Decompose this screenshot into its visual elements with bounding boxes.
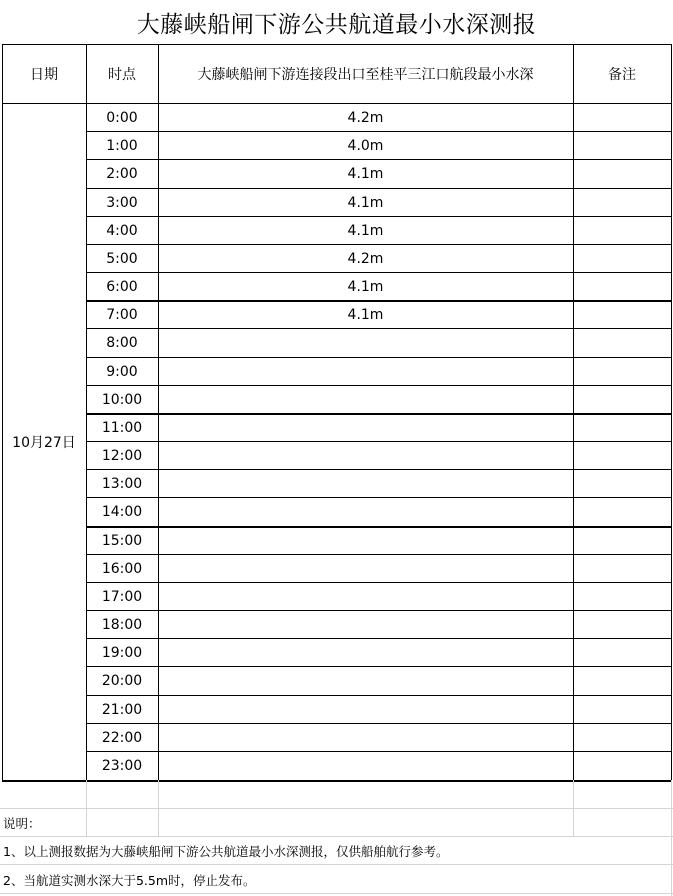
remark-cell: [573, 639, 671, 667]
date-cell: 10月27日: [12, 435, 76, 451]
depth-value-cell: [158, 724, 573, 752]
remark-cell: [573, 611, 671, 639]
grid-line: [0, 864, 673, 865]
depth-value-cell: [158, 358, 573, 386]
grid-line: [86, 413, 671, 415]
remark-cell: [573, 358, 671, 386]
grid-line: [86, 188, 671, 189]
remark-cell: [573, 414, 671, 442]
time-cell: 21:00: [101, 701, 143, 718]
grid-line: [86, 638, 671, 639]
grid-line: [671, 780, 672, 896]
time-cell: 1:00: [106, 138, 138, 155]
time-cell: 3:00: [106, 194, 138, 211]
time-cell: 0:00: [106, 110, 138, 127]
header-time: 时点: [108, 67, 136, 83]
grid-line: [86, 469, 671, 470]
header-remark: 备注: [608, 67, 636, 83]
time-cell: 23:00: [101, 757, 143, 774]
depth-value-cell: [158, 527, 573, 555]
remark-cell: [573, 667, 671, 695]
time-cell: 15:00: [101, 532, 143, 549]
remark-cell: [573, 442, 671, 470]
remark-cell: [573, 217, 671, 245]
time-cell: 9:00: [106, 363, 138, 380]
depth-value-cell: [158, 414, 573, 442]
notes-heading: 说明：: [3, 816, 41, 831]
grid-line: [86, 723, 671, 724]
grid-line: [158, 780, 159, 836]
time-cell: 13:00: [101, 476, 143, 493]
depth-value-cell: 4.1m: [347, 279, 384, 296]
grid-line: [86, 300, 671, 302]
remark-cell: [573, 329, 671, 357]
depth-value-cell: 4.1m: [347, 194, 384, 211]
time-cell: 7:00: [106, 307, 138, 324]
remark-cell: [573, 470, 671, 498]
remark-cell: [573, 189, 671, 217]
grid-line: [86, 44, 87, 781]
grid-line: [2, 44, 3, 781]
grid-line: [86, 554, 671, 555]
grid-line: [86, 751, 671, 752]
header-depth: 大藤峡船闸下游连接段出口至桂平三江口航段最小水深: [197, 67, 534, 83]
remark-cell: [573, 160, 671, 188]
time-cell: 22:00: [101, 729, 143, 746]
grid-line: [86, 780, 87, 836]
depth-value-cell: [158, 386, 573, 414]
time-cell: 10:00: [101, 391, 143, 408]
depth-value-cell: [158, 639, 573, 667]
time-cell: 4:00: [106, 222, 138, 239]
time-cell: 8:00: [106, 335, 138, 352]
grid-line: [86, 328, 671, 329]
time-cell: 18:00: [101, 617, 143, 634]
remark-cell: [573, 696, 671, 724]
grid-line: [0, 836, 673, 837]
time-cell: 20:00: [101, 673, 143, 690]
depth-value-cell: [158, 667, 573, 695]
grid-line: [573, 780, 574, 836]
grid-line: [671, 44, 672, 781]
remark-cell: [573, 555, 671, 583]
grid-line: [86, 131, 671, 132]
page-title: 大藤峡船闸下游公共航道最小水深测报: [136, 11, 537, 38]
depth-value-cell: [158, 442, 573, 470]
depth-value-cell: 4.0m: [347, 138, 384, 155]
grid-line: [86, 216, 671, 217]
depth-value-cell: [158, 696, 573, 724]
time-cell: 14:00: [101, 504, 143, 521]
remark-cell: [573, 386, 671, 414]
grid-line: [86, 497, 671, 498]
remark-cell: [573, 527, 671, 555]
grid-line: [86, 244, 671, 245]
header-date: 日期: [30, 67, 58, 83]
depth-value-cell: [158, 329, 573, 357]
grid-line: [86, 695, 671, 696]
remark-cell: [573, 104, 671, 132]
time-cell: 11:00: [101, 419, 143, 436]
time-cell: 12:00: [101, 448, 143, 465]
grid-line: [86, 582, 671, 583]
grid-line: [158, 44, 159, 781]
remark-cell: [573, 273, 671, 301]
time-cell: 2:00: [106, 166, 138, 183]
time-cell: 5:00: [106, 250, 138, 267]
grid-line: [86, 357, 671, 358]
depth-value-cell: [158, 470, 573, 498]
grid-line: [86, 272, 671, 273]
depth-value-cell: 4.1m: [347, 166, 384, 183]
grid-line: [86, 441, 671, 442]
depth-value-cell: [158, 752, 573, 780]
remark-cell: [573, 752, 671, 780]
depth-value-cell: [158, 555, 573, 583]
remark-cell: [573, 583, 671, 611]
grid-line: [86, 159, 671, 160]
grid-line: [86, 526, 671, 528]
remark-cell: [573, 132, 671, 160]
remark-cell: [573, 724, 671, 752]
depth-value-cell: 4.2m: [347, 110, 384, 127]
depth-value-cell: 4.2m: [347, 250, 384, 267]
grid-line: [86, 610, 671, 611]
grid-line: [86, 385, 671, 386]
time-cell: 6:00: [106, 279, 138, 296]
time-cell: 16:00: [101, 560, 143, 577]
depth-value-cell: [158, 498, 573, 526]
note-item-2: 2、当航道实测水深大于5.5m时，停止发布。: [3, 873, 256, 888]
remark-cell: [573, 301, 671, 329]
depth-value-cell: 4.1m: [347, 307, 384, 324]
grid-line: [86, 666, 671, 667]
time-cell: 19:00: [101, 645, 143, 662]
grid-line: [573, 44, 574, 781]
grid-line: [2, 44, 671, 45]
depth-value-cell: [158, 583, 573, 611]
remark-cell: [573, 498, 671, 526]
depth-value-cell: [158, 611, 573, 639]
depth-value-cell: 4.1m: [347, 222, 384, 239]
grid-line: [2, 780, 671, 782]
remark-cell: [573, 245, 671, 273]
grid-line: [2, 103, 671, 104]
note-item-1: 1、以上测报数据为大藤峡船闸下游公共航道最小水深测报，仅供船舶航行参考。: [3, 844, 449, 859]
time-cell: 17:00: [101, 588, 143, 605]
